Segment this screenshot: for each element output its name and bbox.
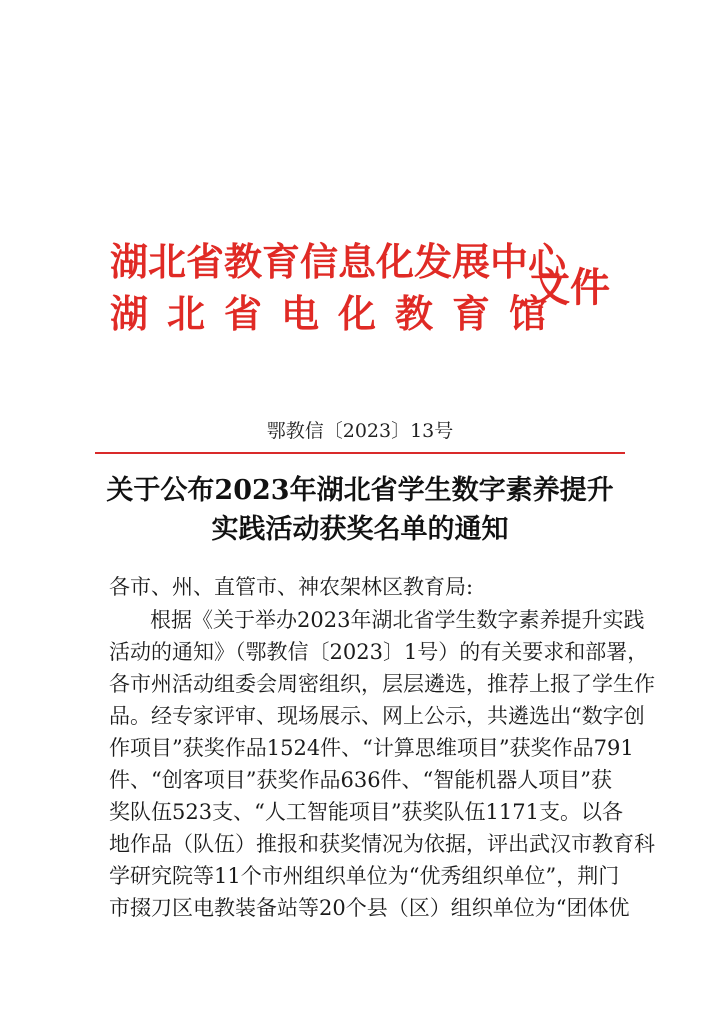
notice-title-line-1: 关于公布2023年湖北省学生数字素养提升 <box>106 475 614 506</box>
org-name-line-1: 湖北省教育信息化发展中心 <box>110 239 567 284</box>
document-number: 鄂教信〔2023〕13号 <box>266 420 454 442</box>
body-line: 市掇刀区电教装备站等20个县（区）组织单位为“团体优 <box>109 896 630 920</box>
body-line: 学研究院等11个市州组织单位为“优秀组织单位”，荆门 <box>109 864 620 888</box>
body-line: 活动的通知》（鄂教信〔2023〕1号）的有关要求和部署， <box>109 640 649 664</box>
body-line: 奖队伍523支、“人工智能项目”获奖队伍1171支。以各 <box>109 800 623 824</box>
doc-type-label: 文件 <box>530 264 610 311</box>
org-name-line-2: 湖北省电化教育馆 <box>110 291 567 336</box>
letterhead <box>110 240 630 350</box>
body-line: 根据《关于举办2023年湖北省学生数字素养提升实践 <box>150 608 645 632</box>
body-line: 作项目”获奖作品1524件、“计算思维项目”获奖作品791 <box>109 736 634 760</box>
red-divider-line <box>95 452 625 454</box>
body-line: 件、“创客项目”获奖作品636件、“智能机器人项目”获 <box>109 768 613 792</box>
body-line: 品。经专家评审、现场展示、网上公示，共遴选出“数字创 <box>109 704 645 728</box>
notice-title-line-2: 实践活动获奖名单的通知 <box>211 514 509 545</box>
salutation: 各市、州、直管市、神农架林区教育局: <box>109 575 474 599</box>
body-line: 地作品（队伍）推报和获奖情况为依据，评出武汉市教育科 <box>109 832 655 856</box>
body-line: 各市州活动组委会周密组织，层层遴选，推荐上报了学生作 <box>109 672 655 696</box>
